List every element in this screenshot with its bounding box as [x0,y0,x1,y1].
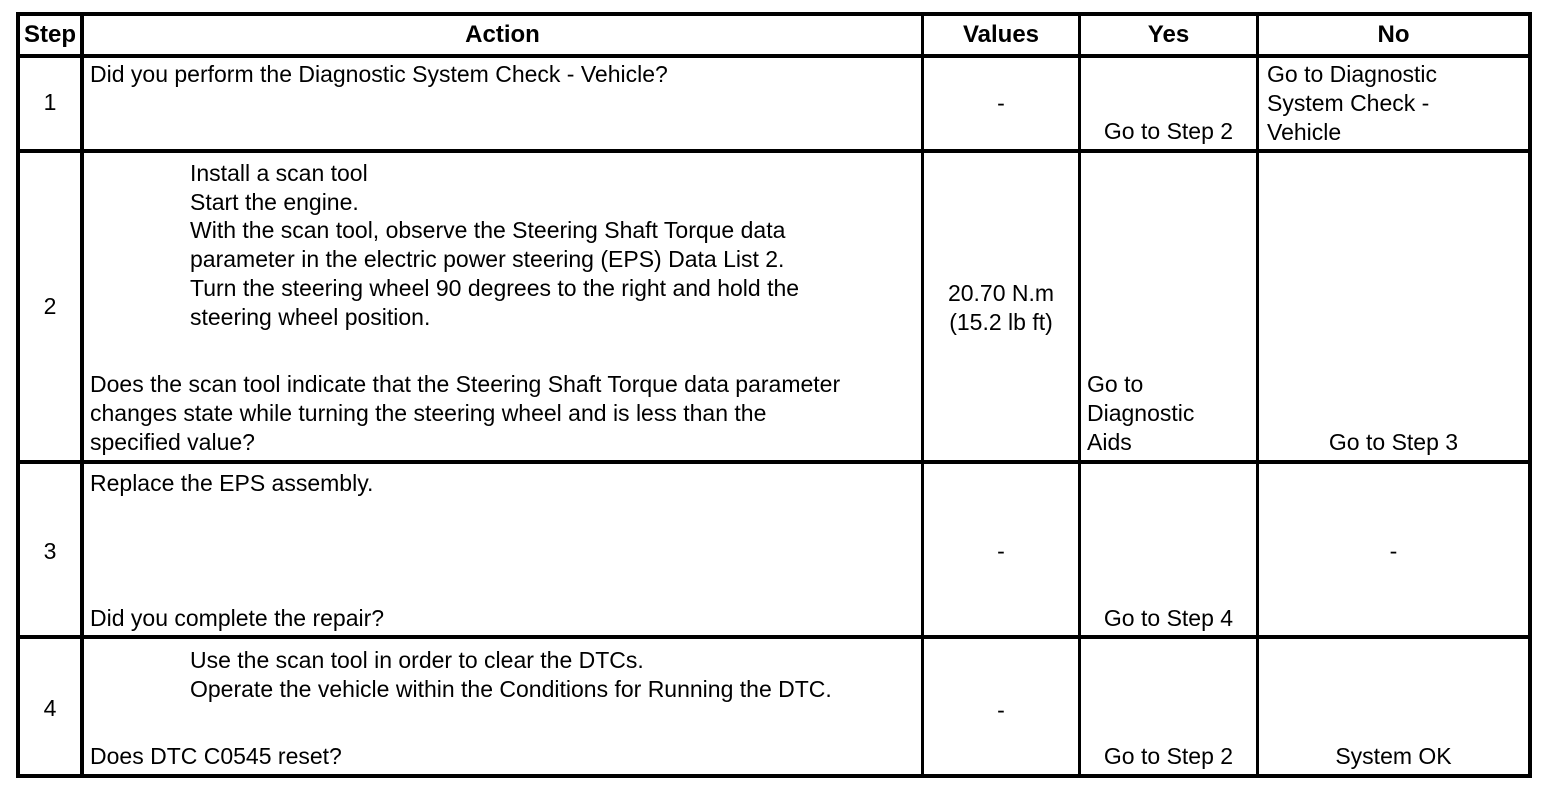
yes-cell-line: Go to [1087,371,1144,397]
no-cell: System OK [1335,743,1452,769]
action-step-line: With the scan tool, observe the Steering Shaft Torque data [190,217,786,243]
row-divider [16,460,1532,464]
header-yes: Yes [1147,21,1190,48]
header-divider [16,54,1532,58]
column-divider [921,12,924,778]
action-question-line: Does the scan tool indicate that the Steering Shaft Torque data parameter [90,371,841,397]
column-divider [1256,12,1259,778]
action-step-line: Start the engine. [190,189,359,215]
step-number: 3 [43,538,57,564]
table-border-left [16,12,20,778]
values-cell-line: 20.70 N.m [947,280,1055,306]
no-cell: Go to Step 3 [1328,429,1459,455]
no-cell-line: Vehicle [1267,119,1342,145]
step-number: 2 [43,293,57,319]
no-cell: - [1389,538,1398,564]
action-question: Does DTC C0545 reset? [90,743,342,769]
action-step-line: Operate the vehicle within the Conditions for Running the DTC. [190,676,832,702]
yes-cell: Go to Step 2 [1103,118,1234,144]
values-cell-line: (15.2 lb ft) [949,309,1053,335]
column-divider [80,12,84,778]
table-border-top [16,12,1532,16]
action-step-line: steering wheel position. [190,304,431,330]
header-values: Values [962,21,1040,48]
header-no: No [1377,21,1410,48]
yes-cell: Go to Step 2 [1103,743,1234,769]
values-cell: - [997,90,1005,116]
yes-cell: Go to Step 4 [1103,605,1234,631]
table-border-bottom [16,774,1532,778]
row-divider [16,635,1532,639]
yes-cell-line: Aids [1087,429,1132,455]
action-step-line: Install a scan tool [190,160,368,186]
no-cell-line: Go to Diagnostic [1267,61,1438,87]
row-divider [16,149,1532,153]
action-question-line: specified value? [90,429,255,455]
action-question: Did you complete the repair? [90,605,385,631]
no-cell-line: System Check - [1267,90,1430,116]
step-number: 4 [43,695,57,721]
values-cell: - [997,538,1005,564]
step-number: 1 [43,89,57,115]
action-step-line: Turn the steering wheel 90 degrees to the right and hold the [190,275,800,301]
values-cell: - [997,697,1005,723]
table-border-right [1528,12,1532,778]
action-step-line: parameter in the electric power steering (EPS) Data List 2. [190,246,785,272]
yes-cell-line: Diagnostic [1087,400,1195,426]
action-question-line: changes state while turning the steering wheel and is less than the [90,400,767,426]
action-question: Did you perform the Diagnostic System Check - Vehicle? [90,61,668,87]
action-step-line: Use the scan tool in order to clear the DTCs. [190,647,644,673]
header-step: Step [23,21,76,48]
action-step-line: Replace the EPS assembly. [90,470,374,496]
header-action: Action [465,21,540,48]
